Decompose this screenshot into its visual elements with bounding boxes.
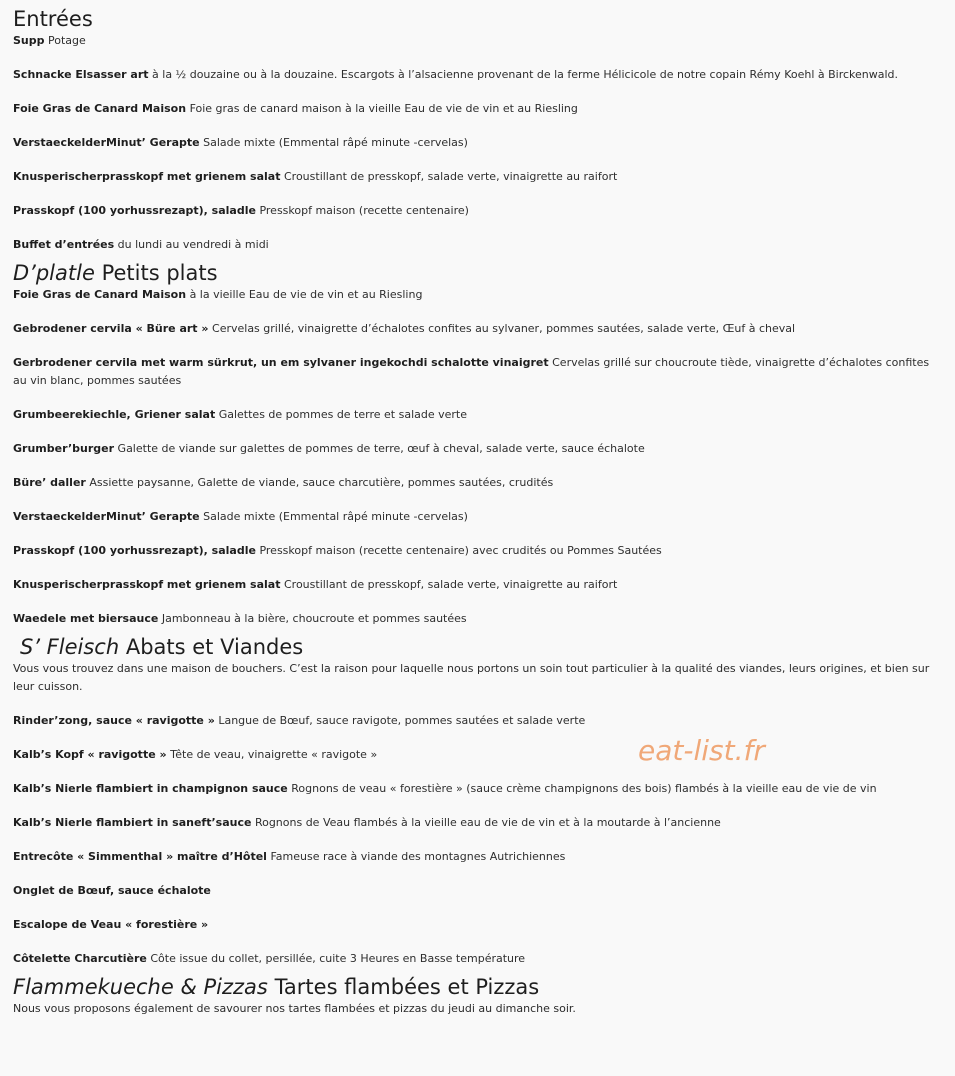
menu-item-name: Entrecôte « Simmenthal » maître d’Hôtel bbox=[13, 850, 267, 863]
menu-item bbox=[13, 848, 938, 866]
section-title-french: Tartes flambées et Pizzas bbox=[274, 975, 540, 999]
menu-item-description: Rognons de Veau flambés à la vieille eau de vie de vin et à la moutarde à l’ancienne bbox=[254, 816, 721, 829]
menu-section bbox=[13, 634, 938, 968]
menu-item-name: Foie Gras de Canard Maison bbox=[13, 288, 187, 301]
section-title-alsatian: Flammekueche & Pizzas bbox=[13, 975, 268, 999]
menu-item-name: Supp bbox=[13, 34, 45, 47]
menu-item-name: Côtelette Charcutière bbox=[13, 952, 147, 965]
menu-item bbox=[13, 320, 938, 338]
menu-item-description: Jambonneau à la bière, choucroute et pommes sautées bbox=[161, 612, 467, 625]
menu-item-name: Buffet d’entrées bbox=[13, 238, 115, 251]
section-intro: Nous vous proposons également de savourer nos tartes flambées et pizzas du jeudi au dimanche soir. bbox=[13, 1002, 576, 1015]
menu-item-description: Salade mixte (Emmental râpé minute -cervelas) bbox=[203, 136, 468, 149]
menu-item-name: Prasskopf (100 yorhussrezapt), saladle bbox=[13, 204, 256, 217]
menu-item-list bbox=[13, 286, 938, 628]
menu-item bbox=[13, 32, 938, 50]
menu-item-name: Gerbrodener cervila met warm sürkrut, un em sylvaner ingekochdi schalotte vinaigret bbox=[13, 356, 549, 369]
menu-item bbox=[13, 542, 938, 560]
menu-item bbox=[13, 950, 938, 968]
menu-item-description: Presskopf maison (recette centenaire) avec crudités ou Pommes Sautées bbox=[259, 544, 662, 557]
section-title bbox=[13, 260, 938, 286]
menu-section bbox=[13, 6, 938, 254]
menu-item bbox=[13, 100, 938, 118]
menu-item-description: Côte issue du collet, persillée, cuite 3 Heures en Basse température bbox=[150, 952, 526, 965]
menu-item bbox=[13, 882, 938, 900]
menu-item bbox=[13, 134, 938, 152]
menu-item-name: Gebrodener cervila « Büre art » bbox=[13, 322, 209, 335]
menu-item bbox=[13, 406, 938, 424]
menu-item bbox=[13, 440, 938, 458]
menu-item-description: Presskopf maison (recette centenaire) bbox=[259, 204, 469, 217]
menu-item bbox=[13, 236, 938, 254]
menu-item-description: Tête de veau, vinaigrette « ravigote » bbox=[170, 748, 378, 761]
section-title-alsatian: S’ Fleisch bbox=[20, 635, 120, 659]
menu-item-description: Foie gras de canard maison à la vieille Eau de vie de vin et au Riesling bbox=[189, 102, 578, 115]
menu-page bbox=[13, 6, 938, 1034]
menu-item-name: Kalb’s Nierle flambiert in champignon sauce bbox=[13, 782, 288, 795]
menu-item bbox=[13, 610, 938, 628]
watermark-logo: eat-list.fr bbox=[638, 734, 765, 767]
menu-item bbox=[13, 712, 938, 730]
section-title-french: Entrées bbox=[13, 7, 93, 31]
menu-item bbox=[13, 508, 938, 526]
menu-item bbox=[13, 576, 938, 594]
menu-item-name: VerstaeckelderMinut’ Gerapte bbox=[13, 510, 200, 523]
menu-item-description: Galette de viande sur galettes de pommes de terre, œuf à cheval, salade verte, sauce échalote bbox=[117, 442, 645, 455]
section-title bbox=[13, 974, 938, 1000]
menu-item bbox=[13, 286, 938, 304]
menu-item-description: Cervelas grillé sur choucroute tiède, vinaigrette d’échalotes confites au vin blanc, pommes sautées bbox=[13, 356, 930, 387]
menu-item-description: Cervelas grillé, vinaigrette d’échalotes confites au sylvaner, pommes sautées, salade verte, Œuf à cheval bbox=[212, 322, 796, 335]
menu-item-name: Büre’ daller bbox=[13, 476, 86, 489]
menu-item-description: du lundi au vendredi à midi bbox=[117, 238, 269, 251]
menu-item-description: Salade mixte (Emmental râpé minute -cervelas) bbox=[203, 510, 468, 523]
menu-item-name: Prasskopf (100 yorhussrezapt), saladle bbox=[13, 544, 256, 557]
menu-item-name: Grumbeerekiechle, Griener salat bbox=[13, 408, 216, 421]
menu-section bbox=[13, 974, 938, 1018]
menu-item-name: Rinder’zong, sauce « ravigotte » bbox=[13, 714, 215, 727]
menu-item-name: Kalb’s Nierle flambiert in saneft’sauce bbox=[13, 816, 252, 829]
menu-item-name: Foie Gras de Canard Maison bbox=[13, 102, 187, 115]
menu-item-list bbox=[13, 32, 938, 254]
menu-item-description: à la vieille Eau de vie de vin et au Riesling bbox=[189, 288, 423, 301]
menu-item-list bbox=[13, 712, 938, 968]
menu-item-name: Schnacke Elsasser art bbox=[13, 68, 149, 81]
menu-item bbox=[13, 202, 938, 220]
menu-item-description: Croustillant de presskopf, salade verte, vinaigrette au raifort bbox=[283, 578, 618, 591]
menu-item-description: Galettes de pommes de terre et salade verte bbox=[218, 408, 467, 421]
menu-item-description: Potage bbox=[48, 34, 86, 47]
menu-item-name: Kalb’s Kopf « ravigotte » bbox=[13, 748, 167, 761]
menu-item-description: à la ½ douzaine ou à la douzaine. Escargots à l’alsacienne provenant de la ferme Hélicicole de notre copain Rémy Koehl à Birckenwald. bbox=[152, 68, 899, 81]
menu-item bbox=[13, 780, 938, 798]
section-title-alsatian: D’platle bbox=[13, 261, 95, 285]
menu-item-name: VerstaeckelderMinut’ Gerapte bbox=[13, 136, 200, 149]
section-title-french: Petits plats bbox=[101, 261, 218, 285]
menu-item bbox=[13, 746, 938, 764]
menu-item bbox=[13, 814, 938, 832]
menu-item-name: Escalope de Veau « forestière » bbox=[13, 918, 209, 931]
menu-section bbox=[13, 260, 938, 628]
menu-item bbox=[13, 916, 938, 934]
menu-item-name: Knusperischerprasskopf met grienem salat bbox=[13, 170, 281, 183]
menu-item-name: Waedele met biersauce bbox=[13, 612, 159, 625]
menu-item-description: Croustillant de presskopf, salade verte, vinaigrette au raifort bbox=[283, 170, 618, 183]
menu-item-name: Grumber’burger bbox=[13, 442, 115, 455]
menu-item-description: Assiette paysanne, Galette de viande, sauce charcutière, pommes sautées, crudités bbox=[89, 476, 554, 489]
menu-item-description: Rognons de veau « forestière » (sauce crème champignons des bois) flambés à la vieille eau de vie de vin bbox=[291, 782, 877, 795]
section-title-french: Abats et Viandes bbox=[125, 635, 304, 659]
section-intro: Vous vous trouvez dans une maison de bouchers. C’est la raison pour laquelle nous portons un soin tout particulier à la qualité des viandes, leurs origines, et bien sur leur cuisson. bbox=[13, 662, 930, 693]
menu-item bbox=[13, 354, 938, 390]
menu-item-name: Knusperischerprasskopf met grienem salat bbox=[13, 578, 281, 591]
menu-item bbox=[13, 168, 938, 186]
menu-item-description: Langue de Bœuf, sauce ravigote, pommes sautées et salade verte bbox=[218, 714, 586, 727]
menu-item bbox=[13, 474, 938, 492]
menu-item bbox=[13, 66, 938, 84]
section-title bbox=[13, 634, 938, 660]
menu-item-name: Onglet de Bœuf, sauce échalote bbox=[13, 884, 211, 897]
menu-item-description: Fameuse race à viande des montagnes Autrichiennes bbox=[270, 850, 566, 863]
section-title bbox=[13, 6, 938, 32]
